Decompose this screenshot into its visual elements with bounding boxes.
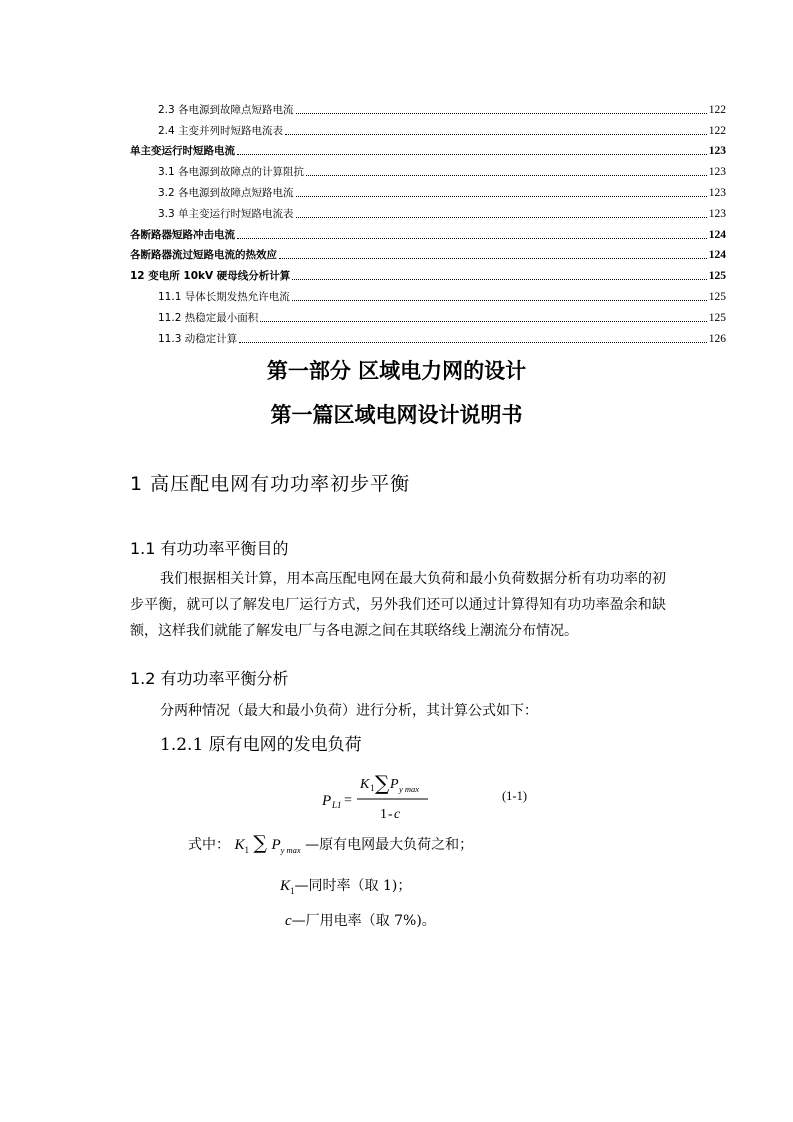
formula-den-minus: -	[388, 807, 393, 822]
toc-entry-label: 2.4 主变并列时短路电流表	[158, 124, 284, 137]
toc-entry-page: 124	[708, 249, 726, 262]
subsection-heading-analysis: 1.2 有功功率平衡分析	[130, 669, 289, 688]
toc-entry-label: 11.2 热稳定最小面积	[158, 311, 259, 324]
toc-dot-leader	[285, 134, 707, 135]
formula-lhs-sub: L1	[332, 800, 342, 810]
where-coef: K	[234, 837, 245, 853]
toc-entry-label: 3.2 各电源到故障点短路电流	[158, 186, 294, 199]
toc-dot-leader	[279, 258, 707, 259]
where-coef-sub: 1	[244, 844, 249, 855]
where-line	[188, 832, 473, 855]
toc-entry-label: 单主变运行时短路电流	[130, 145, 235, 158]
formula-num-var: P	[390, 777, 399, 792]
toc-dot-leader	[237, 154, 707, 155]
toc-dot-leader	[260, 321, 707, 322]
toc-entry-page: 122	[708, 124, 726, 137]
toc-entry-label: 各断路器短路冲击电流	[130, 228, 235, 241]
formula-num-coef-sub: 1	[370, 783, 375, 793]
section-heading: 1 高压配电网有功功率初步平衡	[130, 473, 411, 495]
toc-entry-label: 2.3 各电源到故障点短路电流	[158, 103, 294, 116]
analysis-intro: 分两种情况（最大和最小负荷）进行分析，其计算公式如下：	[160, 703, 538, 719]
toc-entry[interactable]	[130, 242, 726, 263]
toc-dot-leader	[296, 217, 707, 218]
table-of-contents	[130, 96, 726, 346]
definition-c	[285, 910, 436, 930]
formula-lhs-var: P	[322, 793, 332, 809]
definition-k1	[280, 875, 411, 896]
where-sum-symbol: ∑	[253, 832, 267, 854]
toc-entry-page: 125	[708, 270, 726, 283]
toc-dot-leader	[296, 196, 707, 197]
formula-pl1	[322, 768, 482, 832]
toc-dot-leader	[306, 175, 707, 176]
toc-dot-leader	[292, 279, 706, 280]
formula-equals: =	[344, 793, 352, 808]
formula-num-coef: K	[360, 777, 370, 792]
toc-entry[interactable]	[130, 304, 726, 325]
formula-den-one: 1	[380, 807, 387, 822]
toc-entry[interactable]	[130, 283, 726, 304]
toc-entry-page: 125	[708, 290, 726, 303]
part-title: 第一部分 区域电力网的设计	[266, 359, 527, 383]
formula-num-var-sub: y max	[399, 784, 420, 794]
equation-number: (1-1)	[502, 789, 527, 803]
toc-entry-page: 123	[708, 166, 726, 179]
toc-entry[interactable]	[130, 158, 726, 179]
toc-entry-page: 123	[708, 186, 726, 199]
def1-sub: 1	[290, 885, 295, 896]
toc-entry-label: 3.1 各电源到故障点的计算阻抗	[158, 166, 305, 179]
formula-sum-symbol: ∑	[375, 771, 390, 795]
toc-dot-leader	[237, 238, 707, 239]
where-var: P	[271, 837, 281, 853]
subsubsection-heading: 1.2.1 原有电网的发电负荷	[160, 735, 362, 755]
def2-var: c	[285, 913, 292, 929]
toc-entry-page: 126	[708, 332, 726, 345]
toc-entry[interactable]	[130, 262, 726, 283]
toc-dot-leader	[292, 300, 707, 301]
def1-desc: —同时率（取 1)；	[294, 878, 412, 894]
toc-entry-page: 122	[708, 103, 726, 116]
toc-entry-label: 11.3 动稳定计算	[158, 332, 238, 345]
where-prefix: 式中：	[188, 837, 230, 853]
def1-var: K	[280, 878, 291, 894]
where-desc: —原有电网最大负荷之和；	[305, 837, 474, 853]
toc-dot-leader	[296, 113, 707, 114]
toc-entry[interactable]	[130, 200, 726, 221]
toc-entry-page: 123	[708, 145, 726, 158]
toc-entry[interactable]	[130, 179, 726, 200]
toc-dot-leader	[239, 342, 707, 343]
toc-entry-label: 各断路器流过短路电流的热效应	[130, 249, 277, 262]
def2-desc: —厂用电率（取 7%)。	[291, 913, 436, 929]
toc-entry-page: 125	[708, 311, 726, 324]
toc-entry-page: 124	[708, 228, 726, 241]
toc-entry[interactable]	[130, 138, 726, 159]
body-paragraph: 我们根据相关计算，用本高压配电网在最大负荷和最小负荷数据分析有功功率的初步平衡，就可以了解发电厂运行方式，另外我们还可以通过计算得知有功功率盈余和缺额，这样我们就能了解发电厂与各电源之间在其联络线上潮流分布情况。	[130, 571, 666, 639]
where-var-sub: y max	[280, 844, 301, 855]
formula-den-var: c	[394, 807, 401, 822]
toc-entry-label: 12 变电所 10kV 硬母线分析计算	[130, 270, 291, 283]
subsection-heading-purpose: 1.1 有功功率平衡目的	[130, 539, 289, 558]
toc-entry[interactable]	[130, 96, 726, 117]
book-title: 第一篇区域电网设计说明书	[270, 403, 523, 427]
toc-entry-label: 3.3 单主变运行时短路电流表	[158, 207, 294, 220]
toc-entry[interactable]	[130, 325, 726, 346]
toc-entry[interactable]	[130, 117, 726, 138]
toc-entry[interactable]	[130, 221, 726, 242]
toc-entry-page: 123	[708, 207, 726, 220]
toc-entry-label: 11.1 导体长期发热允许电流	[158, 290, 290, 303]
